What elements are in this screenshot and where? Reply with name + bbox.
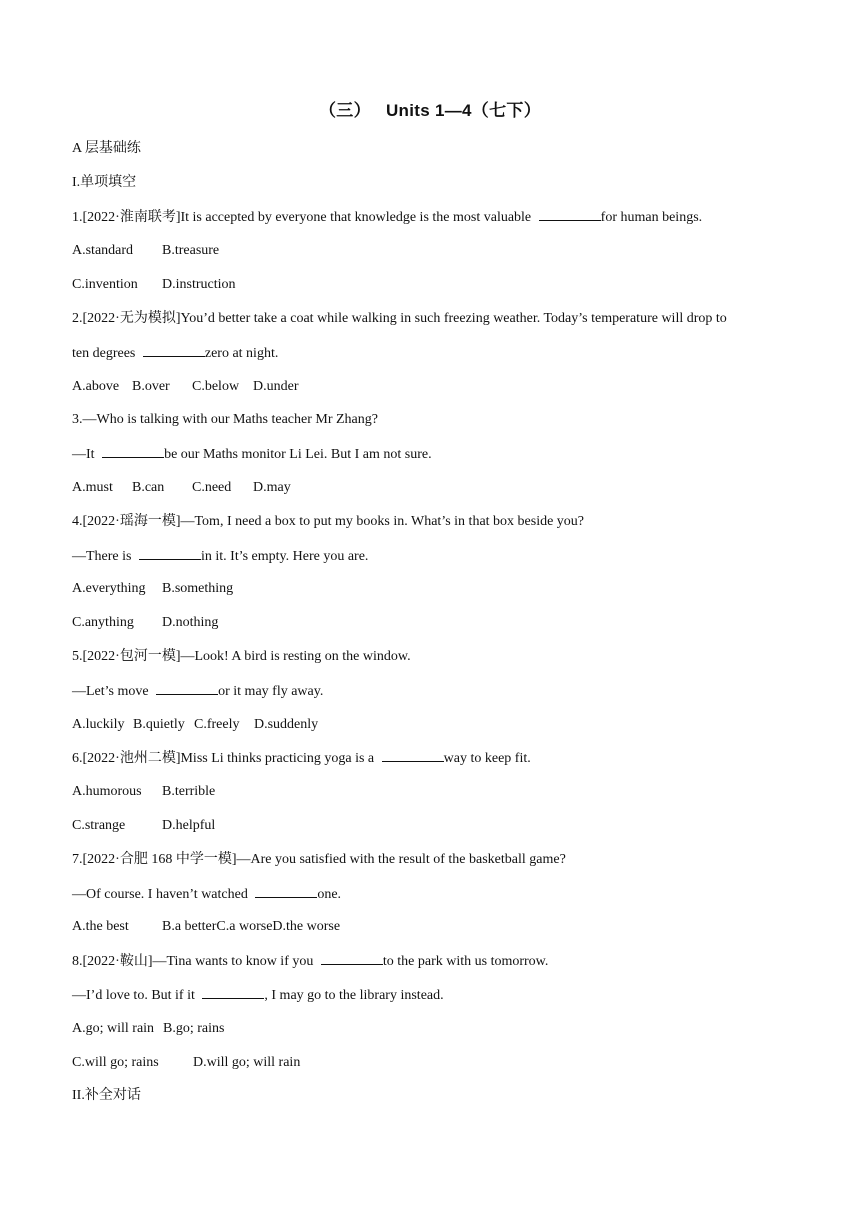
q5-option-b: B.quietly	[133, 717, 185, 732]
answer-blank	[255, 885, 317, 898]
answer-blank	[143, 344, 205, 357]
answer-blank	[156, 682, 218, 695]
q1-text-before: 1.[2022·淮南联考]It is accepted by everyone that knowledge is the most valuable	[72, 210, 535, 225]
question-5-options	[72, 716, 318, 734]
question-6-stem	[72, 749, 531, 768]
q1-option-c: C.invention	[72, 277, 138, 292]
answer-blank	[382, 749, 444, 762]
question-4-options-row-1	[72, 580, 233, 598]
question-1-options-row-1	[72, 242, 219, 260]
q4-text-after: in it. It’s empty. Here you are.	[200, 549, 369, 564]
q8-text-after-1: to the park with us tomorrow.	[382, 954, 549, 969]
q8-option-d: D.will go; will rain	[193, 1055, 301, 1070]
q5-option-d: D.suddenly	[254, 717, 319, 732]
question-8-options-row-2	[72, 1054, 300, 1072]
question-2-options	[72, 378, 299, 396]
question-5-stem-line-2	[72, 682, 323, 701]
section-heading-a: A 层基础练	[72, 141, 141, 156]
answer-blank	[139, 547, 201, 560]
q6-option-b: B.terrible	[162, 784, 216, 799]
q4-option-c: C.anything	[72, 615, 134, 630]
q8-option-b: B.go; rains	[163, 1021, 225, 1036]
q3-option-a: A.must	[72, 480, 113, 495]
q4-option-b: B.something	[162, 581, 234, 596]
question-8-stem-line-2	[72, 986, 444, 1005]
question-4-stem-line-2	[72, 547, 368, 566]
q3-text-after: be our Maths monitor Li Lei. But I am not sure.	[164, 447, 432, 462]
q6-option-d: D.helpful	[162, 818, 216, 833]
q1-text-after: for human beings.	[600, 210, 703, 225]
question-3-stem-line-2	[72, 445, 432, 464]
q4-text-before: —There is	[72, 549, 135, 564]
title-part-1: （三）	[318, 101, 371, 120]
q7-option-c: C.a worse	[216, 919, 273, 934]
q3-option-c: C.need	[192, 480, 232, 495]
question-7-stem-line-1: 7.[2022·合肥 168 中学一模]—Are you satisfied with the result of the basketball game?	[72, 852, 566, 867]
q1-option-d: D.instruction	[162, 277, 236, 292]
q5-option-a: A.luckily	[72, 717, 125, 732]
question-6-options-row-1	[72, 783, 215, 801]
q6-option-a: A.humorous	[72, 784, 142, 799]
page-title	[0, 96, 860, 121]
q2-text-after: zero at night.	[204, 346, 279, 361]
question-2-stem-line-1: 2.[2022·无为模拟]You’d better take a coat while walking in such freezing weather. Today’s temperature will drop to	[72, 311, 727, 326]
q8-text-after-2: , I may go to the library instead.	[264, 988, 444, 1003]
title-part-2: Units 1—4（七下）	[385, 101, 542, 120]
q6-option-c: C.strange	[72, 818, 126, 833]
q2-text-before: ten degrees	[72, 346, 139, 361]
question-7-options	[72, 918, 340, 936]
q8-option-c: C.will go; rains	[72, 1055, 159, 1070]
question-3-options	[72, 479, 291, 497]
q7-text-after: one.	[317, 887, 342, 902]
answer-blank	[321, 952, 383, 965]
title-gap	[371, 101, 386, 120]
q4-option-a: A.everything	[72, 581, 146, 596]
question-8-stem-line-1	[72, 952, 548, 971]
question-5-stem-line-1: 5.[2022·包河一模]—Look! A bird is resting on the window.	[72, 649, 411, 664]
answer-blank	[202, 986, 264, 999]
q8-option-a: A.go; will rain	[72, 1021, 155, 1036]
q2-option-d: D.under	[253, 379, 299, 394]
question-1-options-row-2	[72, 276, 236, 294]
q4-option-d: D.nothing	[162, 615, 219, 630]
question-4-options-row-2	[72, 614, 218, 632]
q6-text-before: 6.[2022·池州二模]Miss Li thinks practicing yoga is a	[72, 751, 378, 766]
answer-blank	[539, 208, 601, 221]
q3-option-b: B.can	[132, 480, 165, 495]
q7-option-d: D.the worse	[272, 919, 341, 934]
question-3-stem-line-1: 3.—Who is talking with our Maths teacher Mr Zhang?	[72, 412, 378, 427]
q7-text-before: —Of course. I haven’t watched	[72, 887, 252, 902]
q5-text-before: —Let’s move	[72, 684, 153, 699]
q2-option-b: B.over	[132, 379, 170, 394]
section-heading-ii: II.补全对话	[72, 1088, 141, 1103]
question-6-options-row-2	[72, 817, 215, 835]
question-4-stem-line-1: 4.[2022·瑶海一模]—Tom, I need a box to put my books in. What’s in that box beside you?	[72, 514, 585, 529]
q2-option-a: A.above	[72, 379, 120, 394]
q3-option-d: D.may	[253, 480, 291, 495]
question-2-stem-line-2	[72, 344, 278, 363]
q5-text-after: or it may fly away.	[218, 684, 324, 699]
q2-option-c: C.below	[192, 379, 240, 394]
q6-text-after: way to keep fit.	[443, 751, 531, 766]
q1-option-b: B.treasure	[162, 243, 220, 258]
q7-option-b: B.a better	[162, 919, 217, 934]
q7-option-a: A.the best	[72, 919, 129, 934]
section-heading-i: I.单项填空	[72, 175, 137, 190]
answer-blank	[102, 445, 164, 458]
question-1-stem	[72, 208, 702, 227]
q8-text-before-1: 8.[2022·鞍山]—Tina wants to know if you	[72, 954, 317, 969]
q5-option-c: C.freely	[194, 717, 240, 732]
question-8-options-row-1	[72, 1020, 224, 1038]
q1-option-a: A.standard	[72, 243, 134, 258]
question-7-stem-line-2	[72, 885, 341, 904]
q3-text-before: —It	[72, 447, 99, 462]
q8-text-before-2: —I’d love to. But if it	[72, 988, 199, 1003]
